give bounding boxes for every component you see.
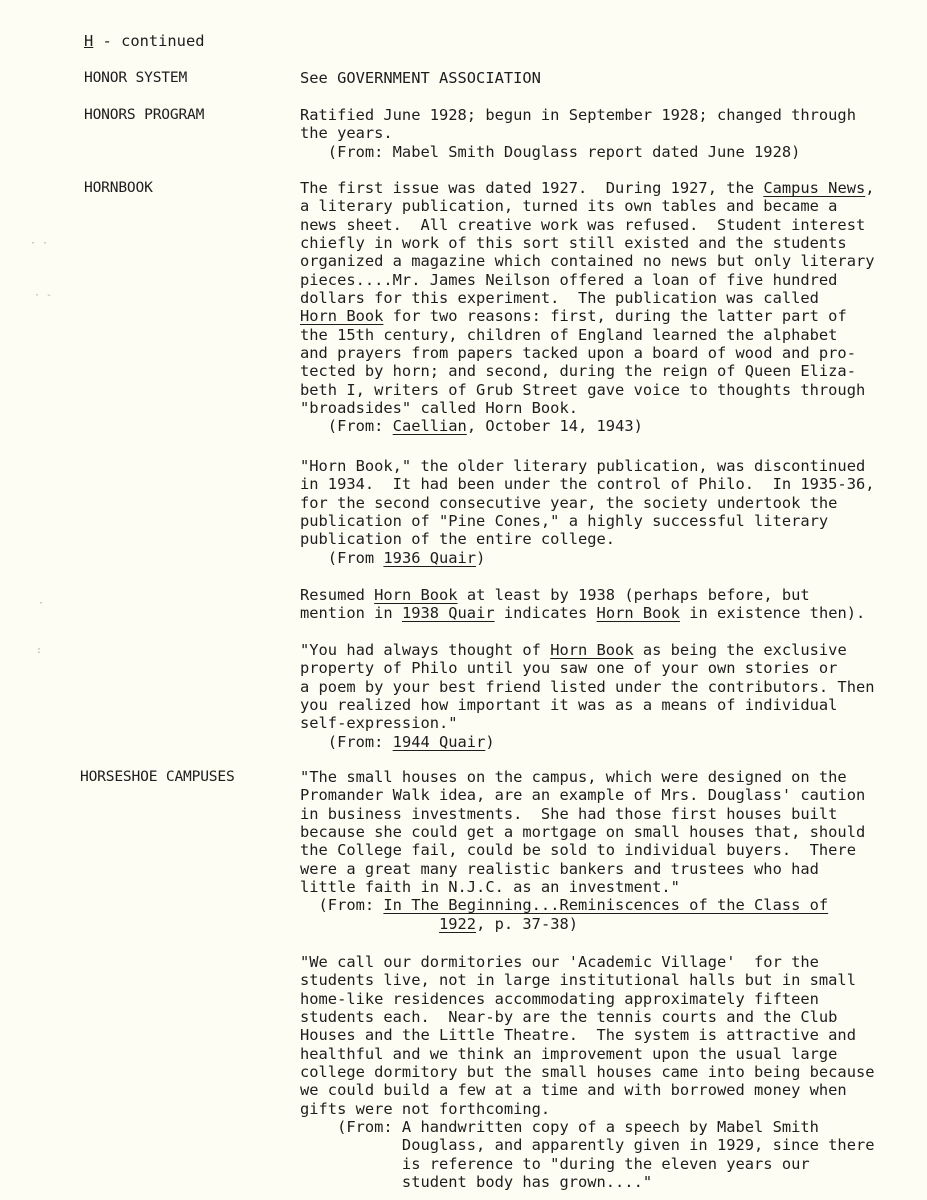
text-line — [300, 307, 900, 325]
margin-mark: : — [36, 645, 43, 656]
text-segment: (From: Mabel Smith Douglass report dated June 1928) — [300, 142, 801, 161]
text-segment: Resumed — [300, 586, 375, 604]
entry-body-honors-program — [300, 106, 900, 161]
text-line — [300, 457, 900, 475]
margin-mark: · · — [30, 238, 49, 249]
text-segment: ) — [476, 548, 486, 567]
text-line — [300, 714, 900, 732]
text-segment: Ratified June 1928; begun in September 1928; changed through — [300, 106, 856, 124]
text-line — [300, 1136, 900, 1154]
text-line — [300, 494, 900, 512]
text-line — [300, 179, 900, 197]
text-segment: (From: — [300, 896, 384, 915]
text-segment: we could build a few at a time and with borrowed money when — [300, 1081, 847, 1100]
text-segment: in 1934. It had been under the control of Philo. In 1935-36, — [300, 475, 875, 494]
text-line — [300, 252, 900, 270]
text-line — [300, 860, 900, 878]
text-segment: is reference to "during the eleven years our — [300, 1154, 810, 1173]
underlined-title: Horn Book — [374, 586, 458, 604]
text-segment: property of Philo until you saw one of your own stories or — [300, 659, 838, 678]
text-line — [300, 786, 900, 804]
text-line — [300, 530, 900, 548]
underlined-title: 1944 Quair — [392, 732, 486, 751]
text-segment: "Horn Book," the older literary publication, was discontinued — [300, 457, 866, 475]
text-segment: student body has grown...." — [300, 1173, 653, 1192]
text-segment: news sheet. All creative work was refused. Student interest — [300, 215, 866, 234]
text-segment: (From: A handwritten copy of a speech by Mabel Smith — [300, 1118, 819, 1137]
underlined-title: 1936 Quair — [383, 548, 477, 567]
text-segment: Houses and the Little Theatre. The system is attractive and — [300, 1026, 856, 1045]
horseshoe-paragraph-2 — [300, 953, 900, 1191]
section-letter: H — [84, 32, 94, 50]
text-segment: "You had always thought of — [300, 641, 551, 659]
text-segment: See GOVERNMENT ASSOCIATION — [300, 69, 541, 87]
underlined-title: 1922 — [439, 914, 477, 933]
text-line — [300, 953, 900, 971]
underlined-title: 1938 Quair — [401, 604, 495, 623]
margin-mark: · — [38, 598, 45, 609]
margin-mark: · - — [34, 290, 53, 301]
text-segment: healthful and we think an improvement upon the usual large — [300, 1044, 838, 1063]
text-segment: pieces....Mr. James Neilson offered a loan of five hundred — [300, 270, 838, 289]
text-segment: students each. Near-by are the tennis courts and the Club — [300, 1008, 838, 1027]
text-segment: at least by 1938 (perhaps before, but — [457, 586, 810, 604]
entry-label-horseshoe-campuses: HORSESHOE CAMPUSES — [80, 768, 235, 785]
section-continued: - continued — [93, 32, 205, 50]
text-line — [300, 1118, 900, 1136]
text-segment: college dormitory but the small houses came into being because — [300, 1063, 875, 1082]
text-line — [300, 381, 900, 399]
text-line — [300, 216, 900, 234]
text-line — [300, 289, 900, 307]
text-segment: publication of "Pine Cones," a highly successful literary — [300, 512, 829, 531]
text-line — [300, 768, 900, 786]
text-segment: for two reasons: first, during the latter part of — [383, 307, 847, 326]
text-segment: , — [865, 179, 875, 197]
text-segment — [300, 915, 439, 933]
underlined-title: In The Beginning...Reminiscences of the Class of — [383, 896, 829, 915]
entry-label-honor-system: HONOR SYSTEM — [84, 69, 188, 86]
text-segment: , p. 37-38) — [476, 914, 579, 933]
text-line — [300, 1155, 900, 1173]
text-segment: self-expression." — [300, 714, 458, 733]
horseshoe-paragraph-1 — [300, 768, 900, 933]
underlined-title: Campus News — [763, 179, 866, 197]
text-line — [300, 69, 900, 87]
underlined-title: Horn Book — [300, 307, 384, 326]
text-line — [300, 586, 900, 604]
text-segment: indicates — [494, 604, 597, 623]
text-segment: a poem by your best friend listed under the contributors. Then — [300, 677, 875, 696]
text-line — [300, 1063, 900, 1081]
hornbook-paragraph-3 — [300, 586, 900, 623]
text-segment: students live, not in large institutional halls but in small — [300, 971, 856, 990]
text-segment: , October 14, 1943) — [466, 417, 643, 436]
text-line — [300, 271, 900, 289]
text-segment: "We call our dormitories our 'Academic Village' for the — [300, 953, 819, 971]
text-segment: you realized how important it was as a means of individual — [300, 696, 838, 715]
text-line — [300, 896, 900, 914]
text-segment: mention in — [300, 604, 402, 623]
text-segment: chiefly in work of this sort still existed and the students — [300, 234, 847, 253]
text-line — [300, 106, 900, 124]
text-segment: because she could get a mortgage on small houses that, should — [300, 823, 866, 842]
hornbook-paragraph-2 — [300, 457, 900, 567]
section-heading — [84, 32, 204, 50]
text-line — [300, 915, 900, 933]
text-line — [300, 234, 900, 252]
text-line — [300, 1081, 900, 1099]
text-segment: (From: — [300, 732, 393, 751]
text-line — [300, 678, 900, 696]
text-segment: home-like residences accommodating approximately fifteen — [300, 989, 819, 1008]
text-line — [300, 1100, 900, 1118]
underlined-title: Caellian — [392, 417, 467, 436]
text-line — [300, 696, 900, 714]
text-line — [300, 326, 900, 344]
text-segment: in business investments. She had those first houses built — [300, 804, 838, 823]
text-segment: gifts were not forthcoming. — [300, 1099, 551, 1118]
text-segment: "broadsides" called Horn Book. — [300, 399, 578, 418]
text-line — [300, 604, 900, 622]
text-segment: as being the exclusive — [633, 641, 847, 659]
text-segment: (From: — [300, 417, 393, 436]
text-line — [300, 475, 900, 493]
underlined-title: Horn Book — [550, 641, 634, 659]
text-line — [300, 417, 900, 435]
text-segment: publication of the entire college. — [300, 530, 616, 549]
text-segment: the years. — [300, 124, 393, 143]
text-line — [300, 841, 900, 859]
text-segment: The first issue was dated 1927. During 1927, the — [300, 179, 764, 197]
text-segment: beth I, writers of Grub Street gave voice to thoughts through — [300, 380, 866, 399]
text-line — [300, 1026, 900, 1044]
text-segment: ) — [485, 732, 495, 751]
text-line — [300, 399, 900, 417]
text-segment: "The small houses on the campus, which were designed on the — [300, 768, 847, 786]
text-line — [300, 344, 900, 362]
text-line — [300, 990, 900, 1008]
text-segment: little faith in N.J.C. as an investment." — [300, 878, 680, 897]
text-segment: the College fail, could be sold to individual buyers. There — [300, 841, 856, 860]
text-segment: (From — [300, 548, 384, 567]
hornbook-paragraph-1 — [300, 179, 900, 436]
entry-body-honor-system — [300, 69, 900, 87]
text-line — [300, 1045, 900, 1063]
text-line — [300, 659, 900, 677]
text-segment: tected by horn; and second, during the reign of Queen Eliza- — [300, 362, 856, 381]
text-line — [300, 971, 900, 989]
text-segment: organized a magazine which contained no news but only literary — [300, 252, 875, 271]
text-segment: were a great many realistic bankers and trustees who had — [300, 859, 819, 878]
text-line — [300, 1008, 900, 1026]
text-segment: Douglass, and apparently given in 1929, since there — [300, 1136, 875, 1155]
text-line — [300, 733, 900, 751]
text-line — [300, 143, 900, 161]
text-segment: Promander Walk idea, are an example of Mrs. Douglass' caution — [300, 786, 866, 805]
underlined-title: Horn Book — [596, 604, 680, 623]
text-line — [300, 1173, 900, 1191]
entry-label-hornbook: HORNBOOK — [84, 179, 153, 196]
text-line — [300, 512, 900, 530]
hornbook-paragraph-4 — [300, 641, 900, 751]
text-segment: dollars for this experiment. The publication was called — [300, 289, 819, 308]
text-line — [300, 641, 900, 659]
text-segment: in existence then). — [679, 604, 866, 623]
text-segment: and prayers from papers tacked upon a board of wood and pro- — [300, 344, 856, 363]
text-line — [300, 805, 900, 823]
text-line — [300, 823, 900, 841]
entry-label-honors-program: HONORS PROGRAM — [84, 106, 205, 123]
text-segment: for the second consecutive year, the society undertook the — [300, 493, 838, 512]
text-line — [300, 124, 900, 142]
text-segment: the 15th century, children of England learned the alphabet — [300, 325, 838, 344]
text-line — [300, 549, 900, 567]
text-line — [300, 878, 900, 896]
text-line — [300, 362, 900, 380]
text-segment: a literary publication, turned its own tables and became a — [300, 197, 838, 216]
text-line — [300, 197, 900, 215]
